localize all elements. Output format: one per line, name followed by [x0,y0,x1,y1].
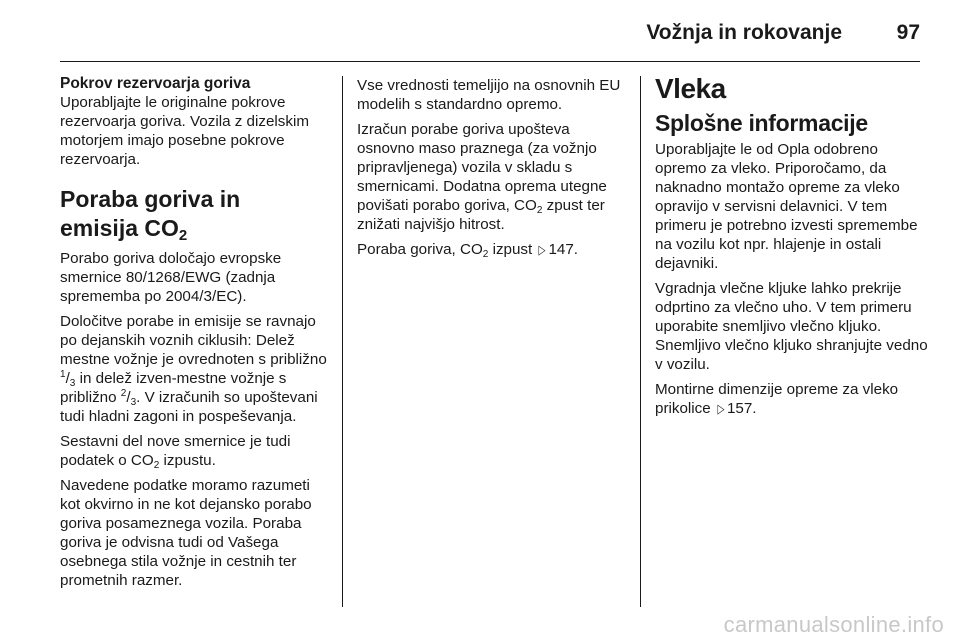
paragraph-co2-data [60,432,330,470]
subscript: 2 [153,460,160,471]
column-left [60,76,330,590]
fraction-numerator: 1 [60,369,66,380]
column-divider [342,76,343,607]
heading-line-1: Poraba goriva in [60,186,241,212]
text-run: izpust [488,241,537,258]
text-run: Montirne dimenzije opreme za vleko prikolice [655,381,899,417]
column-right [655,73,930,424]
paragraph-disclaimer: Navedene podatke moramo razumeti kot okvirno in ne kot dejansko porabo goriva posameznega vozila. Poraba goriva je odvisna tudi od Vašega osebnega stila vožnje in cestnih ter prometnih razmer. [60,477,312,589]
header-title: Vožnja in rokovanje [646,21,842,44]
column-middle [357,76,629,265]
text-run: izpustu. [159,452,216,469]
heading-line-2: emisija CO [60,215,179,241]
column-divider [640,76,641,607]
subscript: 2 [482,249,489,260]
page-number: 97 [896,21,920,44]
page-reference-link[interactable]: 147. [548,241,579,258]
paragraph-mounting-dimensions [655,380,930,418]
heading-subscript: 2 [178,227,188,244]
text-run: in delež izven-mestne vožnje s približno [60,370,287,406]
chapter-heading-towing: Vleka [655,73,726,104]
paragraph-towing-hook: Vgradnja vlečne kljuke lahko prekrije odprtino za vlečno uho. V tem primeru uporabite snemljivo vlečno kljuko. Snemljivo vlečno kljuko shranjujte vedno v vozilu. [655,280,928,373]
fraction-slash: / [65,370,70,387]
paragraph-directives: Porabo goriva določajo evropske smernice 80/1268/EWG (zadnja sprememba po 2004/3/EC). [60,250,282,305]
paragraph-cross-reference [357,240,629,259]
section-heading-fuel-cap: Pokrov rezervoarja goriva [60,75,251,92]
page-header [60,18,920,62]
section-heading-general: Splošne informacije [655,110,868,136]
fraction-denominator: 3 [130,397,137,408]
fraction-denominator: 3 [69,378,76,389]
fraction-slash: / [126,389,131,406]
paragraph-eu-models: Vse vrednosti temeljijo na osnovnih EU modelih s standardno opremo. [357,77,621,113]
reference-arrow-icon: ▷ [538,242,546,257]
paragraph-fuel-cap: Uporabljajte le originalne pokrove rezervoarja goriva. Vozila z dizelskim motorjem imajo posebne pokrove rezervoarja. [60,94,309,168]
paragraph-driving-cycles [60,312,330,426]
reference-arrow-icon: ▷ [717,401,725,416]
text-run: Sestavni del nove smernice je tudi podatek o CO [60,433,291,469]
watermark: carmanualsonline.info [723,612,944,637]
text-run: Poraba goriva, CO [357,241,483,258]
paragraph-towing-equipment: Uporabljajte le od Opla odobreno opremo za vleko. Priporočamo, da naknadno montažo opreme za vleko opravijo v servisni delavnici. V tem primeru je potrebno izvesti spremembe na vozilu kot npr. hlajenje in ostali dejavniki. [655,141,918,272]
text-run: . V izračunih so upoštevani tudi hladni zagoni in pospeševanja. [60,389,318,425]
text-run: Določitve porabe in emisije se ravnajo po dejanskih voznih ciklusih: Delež mestne vožnje je ovrednoten s približno [60,313,327,368]
fraction-numerator: 2 [120,388,127,399]
page-reference-link[interactable]: 157. [726,400,757,417]
section-heading-fuel-consumption [60,185,330,243]
text-run: Izračun porabe goriva upošteva osnovno maso praznega (za vožnjo pripravljenega) vozila v skladu s smernicami. Dodatna oprema utegne povišati porabo goriva, CO [357,121,607,214]
text-run: zpust ter znižati najvišjo hitrost. [357,197,605,233]
paragraph-calculation [357,120,629,234]
subscript: 2 [536,205,543,216]
